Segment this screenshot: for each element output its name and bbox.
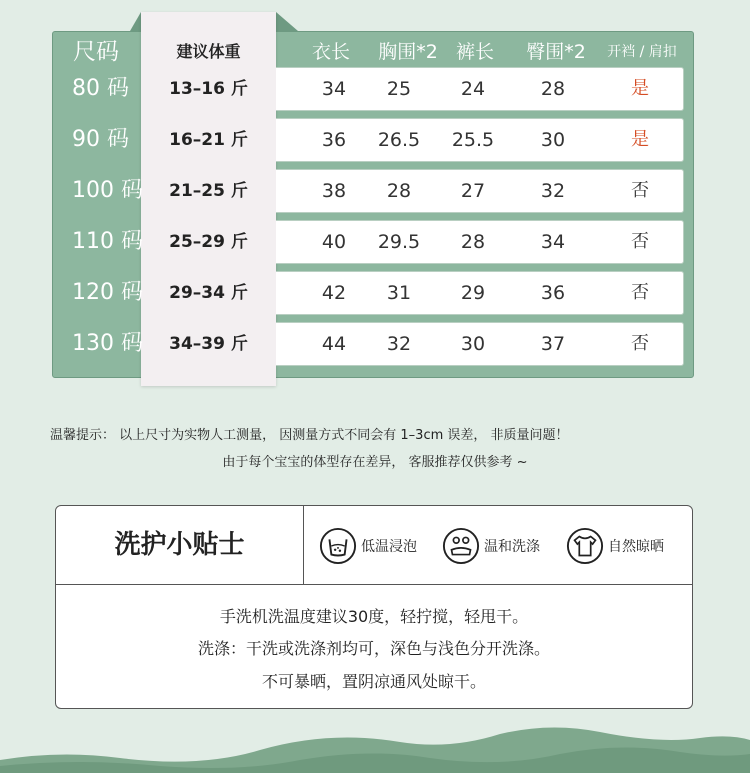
row-pants: 28 bbox=[460, 231, 486, 253]
row-size: 130 码 bbox=[72, 331, 143, 356]
soak-basin-icon bbox=[319, 527, 357, 565]
shirt-dry-icon bbox=[566, 527, 604, 565]
row-size: 100 码 bbox=[72, 178, 143, 203]
row-crotch: 是 bbox=[631, 129, 649, 150]
gentle-wash-icon bbox=[442, 527, 480, 565]
header-pants: 裤长 bbox=[455, 41, 494, 63]
row-length: 40 bbox=[321, 231, 347, 253]
divider bbox=[303, 506, 304, 584]
row-hip: 28 bbox=[540, 78, 566, 100]
care-item-label: 自然晾晒 bbox=[608, 539, 664, 555]
row-pants: 27 bbox=[460, 180, 486, 202]
care-instruction: 洗涤：干洗或洗涤剂均可，深色与浅色分开洗涤。 bbox=[197, 639, 550, 658]
care-instruction: 不可暴晒，置阴凉通风处晾干。 bbox=[261, 672, 486, 691]
header-chest: 胸围*2 bbox=[378, 41, 438, 63]
care-item-label: 低温浸泡 bbox=[361, 539, 417, 555]
row-crotch: 否 bbox=[631, 333, 649, 354]
row-hip: 34 bbox=[540, 231, 566, 253]
header-length: 衣长 bbox=[311, 41, 350, 63]
row-chest: 26.5 bbox=[377, 129, 421, 151]
notice-line-1: 温馨提示： 以上尺寸为实物人工测量， 因测量方式不同会有 1–3cm 误差， 非质量问题！ bbox=[50, 428, 569, 443]
header-size: 尺码 bbox=[73, 39, 119, 65]
row-hip: 36 bbox=[540, 282, 566, 304]
tab-fold-right bbox=[276, 12, 298, 31]
row-weight: 16–21 斤 bbox=[169, 130, 248, 150]
row-pants: 30 bbox=[460, 333, 486, 355]
row-size: 110 码 bbox=[72, 229, 143, 254]
header-crotch: 开裆 / 肩扣 bbox=[607, 44, 677, 60]
hills-decoration bbox=[0, 720, 750, 773]
care-item-label: 温和洗涤 bbox=[484, 539, 540, 555]
row-chest: 31 bbox=[386, 282, 412, 304]
row-length: 34 bbox=[321, 78, 347, 100]
row-length: 44 bbox=[321, 333, 347, 355]
row-crotch: 否 bbox=[631, 282, 649, 303]
tab-fold-left bbox=[130, 12, 141, 31]
row-size: 120 码 bbox=[72, 280, 143, 305]
care-tips-box bbox=[55, 505, 693, 709]
row-length: 36 bbox=[321, 129, 347, 151]
care-item-dry bbox=[566, 526, 664, 566]
row-crotch: 是 bbox=[631, 78, 649, 99]
row-size: 90 码 bbox=[72, 127, 129, 152]
row-pants: 24 bbox=[460, 78, 486, 100]
row-weight: 34–39 斤 bbox=[169, 334, 248, 354]
care-item-soak bbox=[319, 526, 417, 566]
row-weight: 21–25 斤 bbox=[169, 181, 248, 201]
divider bbox=[56, 584, 692, 585]
care-item-wash bbox=[442, 526, 540, 566]
row-size: 80 码 bbox=[72, 76, 129, 101]
row-weight: 25–29 斤 bbox=[169, 232, 248, 252]
care-title: 洗护小贴士 bbox=[114, 530, 245, 560]
row-hip: 32 bbox=[540, 180, 566, 202]
row-chest: 32 bbox=[386, 333, 412, 355]
row-chest: 29.5 bbox=[377, 231, 421, 253]
row-chest: 25 bbox=[386, 78, 412, 100]
row-hip: 30 bbox=[540, 129, 566, 151]
header-hip: 臀围*2 bbox=[526, 41, 586, 63]
row-length: 38 bbox=[321, 180, 347, 202]
row-pants: 25.5 bbox=[451, 129, 495, 151]
row-weight: 13–16 斤 bbox=[169, 79, 248, 99]
row-pants: 29 bbox=[460, 282, 486, 304]
care-instruction: 手洗机洗温度建议30度，轻拧搅，轻甩干。 bbox=[219, 607, 529, 626]
row-length: 42 bbox=[321, 282, 347, 304]
notice-line-2: 由于每个宝宝的体型存在差异， 客服推荐仅供参考 ~ bbox=[222, 455, 528, 470]
row-hip: 37 bbox=[540, 333, 566, 355]
header-weight: 建议体重 bbox=[176, 42, 241, 61]
row-chest: 28 bbox=[386, 180, 412, 202]
row-crotch: 否 bbox=[631, 231, 649, 252]
row-crotch: 否 bbox=[631, 180, 649, 201]
row-weight: 29–34 斤 bbox=[169, 283, 248, 303]
